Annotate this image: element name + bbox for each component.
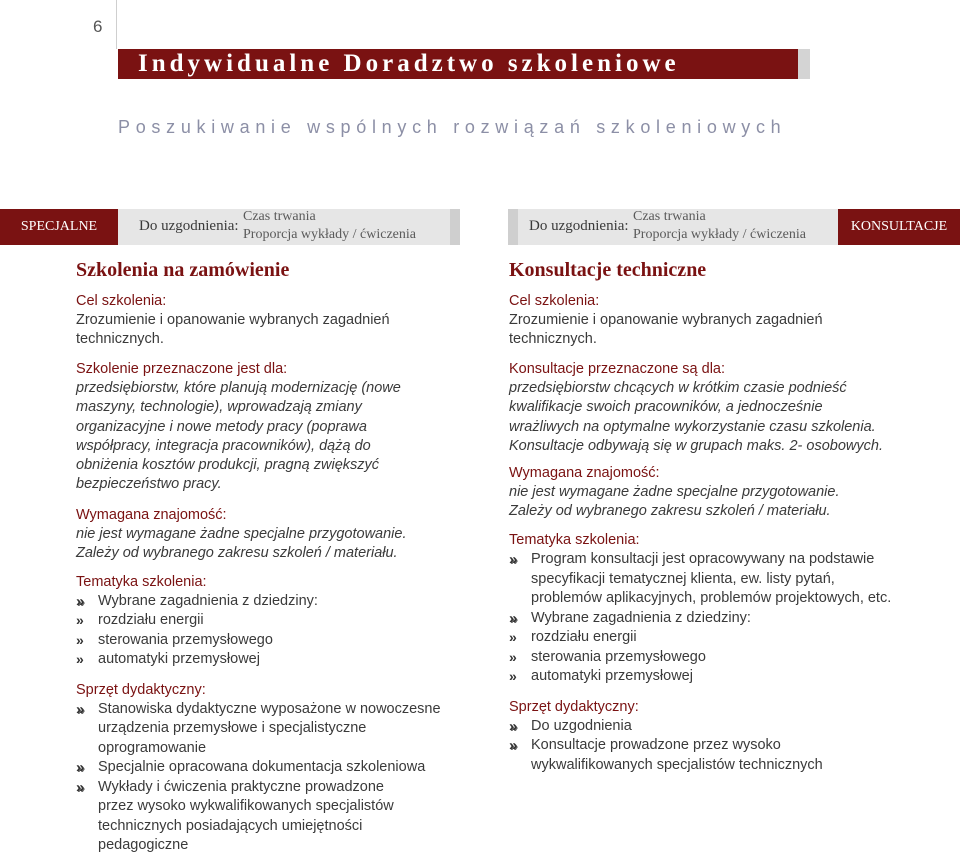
right-equipment-label: Sprzęt dydaktyczny:	[509, 698, 639, 715]
left-knowledge-label: Wymagana znajomość:	[76, 506, 227, 523]
right-duration-prefix: Do uzgodnienia:	[529, 218, 629, 234]
right-knowledge-label: Wymagana znajomość:	[509, 465, 660, 482]
double-chevron-icon: »	[509, 717, 516, 735]
right-goal-label: Cel szkolenia:	[509, 293, 600, 309]
left-audience-label: Szkolenie przeznaczone jest dla:	[76, 361, 288, 377]
list-item: » Wybrane zagadnienia z dziedziny:	[76, 592, 318, 610]
page-title: Indywidualne Doradztwo szkoleniowe	[138, 50, 680, 77]
double-chevron-icon: »	[76, 778, 83, 796]
title-bar-end	[798, 49, 810, 79]
double-chevron-icon: »	[76, 651, 82, 668]
right-equipment-list	[509, 717, 849, 776]
left-duration-prefix: Do uzgodnienia:	[139, 218, 239, 234]
header-divider	[116, 0, 117, 49]
right-column	[509, 259, 929, 775]
left-audience-text: przedsiębiorstw, które planują modernizację (nowe maszyny, technologie), wprowadzają zmiany organizacyjne i nowe metody pracy (poprawa współpracy, integracja pracowników), dążą do obniżenia kosztów produkcji, pragną zwiększyć bezpieczeństwo pracy.	[76, 380, 401, 493]
right-duration-bar-start	[508, 209, 518, 245]
list-item: » sterowania przemysłowego	[76, 631, 471, 651]
double-chevron-icon: »	[76, 592, 83, 610]
left-duration-bar-end	[450, 209, 460, 245]
left-knowledge-text: nie jest wymagane żadne specjalne przygotowanie. Zależy od wybranego zakresu szkoleń / materiału.	[76, 525, 407, 561]
list-item: » Program konsultacji jest opracowywany na podstawie specyfikacji tematycznej klienta, ew. listy pytań, problemów aplikacyjnych, problemów projektowych, etc.	[509, 551, 892, 607]
double-chevron-icon: »	[509, 551, 516, 569]
right-audience-label: Konsultacje przeznaczone są dla:	[509, 361, 726, 377]
right-audience-note: Konsultacje odbywają się w grupach maks. 2- osobowych.	[509, 437, 883, 454]
right-duration-label: Czas trwania	[633, 209, 706, 224]
list-item: » automatyki przemysłowej	[509, 667, 909, 687]
badge-konsultacje: KONSULTACJE	[838, 209, 960, 245]
list-item: » Do uzgodnienia	[509, 717, 632, 735]
right-audience-text: przedsiębiorstw chcących w krótkim czasie podnieść kwalifikacje swoich pracowników, a jednocześnie wrażliwych na optymalne wykorzystanie czasu szkolenia.	[509, 380, 876, 435]
list-item: » Specjalnie opracowana dokumentacja szkoleniowa	[76, 759, 426, 777]
double-chevron-icon: »	[76, 759, 83, 777]
list-item: » sterowania przemysłowego	[509, 648, 909, 668]
right-topics-label: Tematyka szkolenia:	[509, 532, 640, 549]
double-chevron-icon: »	[76, 631, 82, 648]
right-heading: Konsultacje techniczne	[509, 259, 707, 281]
left-goal-label: Cel szkolenia:	[76, 293, 167, 309]
list-item: » rozdziału energii	[509, 628, 909, 648]
left-column	[76, 259, 471, 856]
left-topics-list	[76, 592, 471, 670]
list-item: » rozdziału energii	[76, 611, 471, 631]
double-chevron-icon: »	[509, 609, 516, 627]
double-chevron-icon: »	[76, 612, 82, 629]
left-goal-text: Zrozumienie i opanowanie wybranych zagadnień technicznych.	[76, 312, 390, 347]
list-item: » Wybrane zagadnienia z dziedziny:	[509, 609, 751, 627]
left-duration-label: Czas trwania	[243, 209, 316, 224]
double-chevron-icon: »	[509, 737, 516, 755]
left-topics-label: Tematyka szkolenia:	[76, 573, 207, 590]
page-number: 6	[93, 17, 103, 36]
double-chevron-icon: »	[509, 648, 515, 665]
left-equipment-list	[76, 700, 461, 856]
double-chevron-icon: »	[509, 629, 515, 646]
right-knowledge-text: nie jest wymagane żadne specjalne przygotowanie. Zależy od wybranego zakresu szkoleń / materiału.	[509, 484, 840, 520]
right-proportion-label: Proporcja wykłady / ćwiczenia	[633, 227, 806, 242]
right-goal-text: Zrozumienie i opanowanie wybranych zagadnień technicznych.	[509, 312, 823, 347]
badge-specjalne: SPECJALNE	[0, 209, 118, 245]
double-chevron-icon: »	[76, 700, 83, 718]
page-subtitle: Poszukiwanie wspólnych rozwiązań szkoleniowych	[118, 117, 787, 137]
list-item: » Konsultacje prowadzone przez wysoko wykwalifikowanych specjalistów technicznych	[509, 737, 823, 773]
list-item: » Stanowiska dydaktyczne wyposażone w nowoczesne urządzenia przemysłowe i specjalistyczne oprogramowanie	[76, 700, 441, 756]
list-item: » Wykłady i ćwiczenia praktyczne prowadzone przez wysoko wykwalifikowanych specjalistów technicznych posiadających umiejętności pedagogiczne	[76, 778, 394, 854]
list-item: » automatyki przemysłowej	[76, 650, 471, 670]
right-topics-list	[509, 550, 909, 687]
left-proportion-label: Proporcja wykłady / ćwiczenia	[243, 227, 416, 242]
left-heading: Szkolenia na zamówienie	[76, 259, 290, 281]
double-chevron-icon: »	[509, 668, 515, 685]
left-equipment-label: Sprzęt dydaktyczny:	[76, 681, 206, 698]
